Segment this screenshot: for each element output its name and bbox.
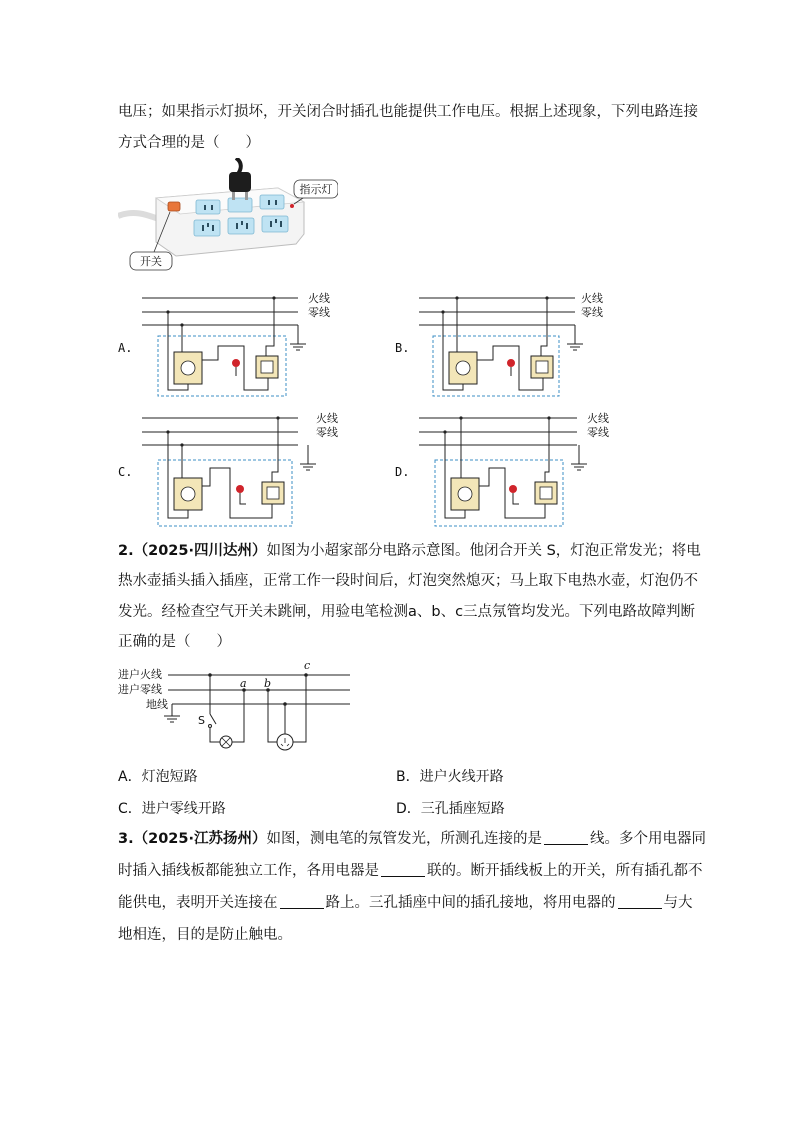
q2-choice-b[interactable]: B．进户火线开路 xyxy=(396,769,504,785)
q2-paren-close: ） xyxy=(216,634,231,650)
neutral-label: 零线 xyxy=(587,426,609,439)
point-b: b xyxy=(264,677,272,690)
q2-choice-a[interactable]: A．灯泡短路 xyxy=(118,769,198,785)
option-b-label: B. xyxy=(395,341,410,355)
switch-label: S xyxy=(198,714,205,727)
q2-source: （2025·四川达州） xyxy=(133,543,267,559)
live-in-label: 进户火线 xyxy=(118,668,162,681)
q1-text-line2 xyxy=(118,133,260,153)
switch-s xyxy=(210,714,216,724)
ground-label: 地线 xyxy=(146,698,168,711)
power-strip-photo xyxy=(118,158,338,278)
callout-indicator-label: 指示灯 xyxy=(299,183,333,196)
q2-circuit xyxy=(118,660,358,756)
q3-line1 xyxy=(118,829,706,849)
q3-line3 xyxy=(118,893,693,913)
option-a-label: A. xyxy=(118,341,133,355)
q2-line2: 热水壶插头插入插座，正常工作一段时间后，灯泡突然熄灭；马上取下电热水壶，灯泡仍不 xyxy=(118,573,698,589)
q2-line1 xyxy=(118,541,701,561)
option-c-circuit xyxy=(118,410,348,530)
point-c: c xyxy=(304,660,311,672)
q3-line3-b: 路上。三孔插座中间的插孔接地，将用电器的 xyxy=(325,895,616,911)
option-d-label: D. xyxy=(395,465,410,479)
q3-blank-1[interactable] xyxy=(544,830,588,845)
neutral-label: 零线 xyxy=(316,426,338,439)
q2-line3: 发光。经检查空气开关未跳闸，用验电笔检测a、b、c三点氖管均发光。下列电路故障判断 xyxy=(118,604,696,620)
q3-line2-b: 联的。断开插线板上的开关，所有插孔都不 xyxy=(427,863,703,879)
q1-text-line1: 电压；如果指示灯损坏，开关闭合时插孔也能提供工作电压。根据上述现象，下列电路连接 xyxy=(118,104,698,120)
q2-number: 2. xyxy=(118,543,134,559)
q3-number: 3. xyxy=(118,831,134,847)
neutral-in-label: 进户零线 xyxy=(118,683,162,696)
q2-line4 xyxy=(118,632,231,652)
option-d-circuit xyxy=(395,410,625,530)
q1-stem-end: 方式合理的是（ xyxy=(118,135,220,151)
neutral-label: 零线 xyxy=(581,306,603,319)
point-a: a xyxy=(240,677,247,690)
indicator-light xyxy=(290,204,294,208)
q2-choice-d[interactable]: D．三孔插座短路 xyxy=(396,801,505,817)
live-label: 火线 xyxy=(581,292,603,305)
neutral-label: 零线 xyxy=(308,306,330,319)
live-label: 火线 xyxy=(587,412,609,425)
q3-line2 xyxy=(118,861,703,881)
q2-text-1: 如图为小超家部分电路示意图。他闭合开关 S，灯泡正常发光；将电 xyxy=(266,543,701,559)
q2-stem-end: 正确的是（ xyxy=(118,634,191,650)
led xyxy=(232,359,240,367)
q3-blank-4[interactable] xyxy=(618,894,662,909)
q3-seg1: 如图，测电笔的氖管发光，所测孔连接的是 xyxy=(266,831,542,847)
q3-seg2: 线。多个用电器同 xyxy=(589,831,706,847)
q3-blank-3[interactable] xyxy=(280,894,324,909)
q3-line2-a: 时插入插线板都能独立工作，各用电器是 xyxy=(118,863,379,879)
live-label: 火线 xyxy=(316,412,338,425)
q3-blank-2[interactable] xyxy=(381,862,425,877)
q3-line3-a: 能供电，表明开关连接在 xyxy=(118,895,278,911)
q2-choice-c[interactable]: C．进户零线开路 xyxy=(118,801,226,817)
q3-source: （2025·江苏扬州） xyxy=(133,831,267,847)
q3-line4: 地相连，目的是防止触电。 xyxy=(118,927,292,943)
q1-paren-close: ） xyxy=(245,135,260,151)
option-c-label: C. xyxy=(118,465,133,479)
option-a-circuit xyxy=(118,290,348,400)
strip-switch xyxy=(168,202,180,211)
live-label: 火线 xyxy=(308,292,330,305)
option-b-circuit xyxy=(395,290,625,400)
q3-line3-c: 与大 xyxy=(663,895,693,911)
callout-switch-label: 开关 xyxy=(140,255,162,268)
